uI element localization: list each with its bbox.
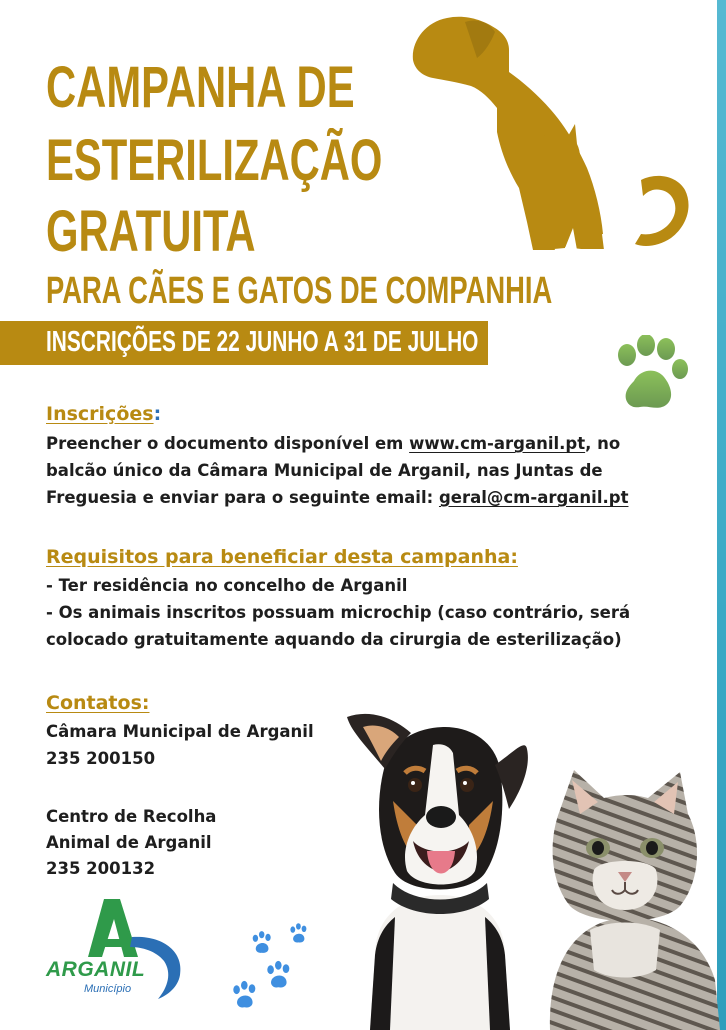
inscricoes-text: Preencher o documento disponível em www.cm-arganil.pt, no balcão único da Câmara Municipal de Arganil, nas Juntas de Freguesia e enviar para o seguinte email: geral@cm-arganil.pt: [46, 434, 629, 507]
small-paws-icon: [228, 922, 328, 1022]
contatos-heading: Contatos:: [46, 692, 150, 714]
requisito-item-2: - Os animais inscritos possuam microchip (caso contrário, será colocado gratuitamente aquando da cirurgia de esterilização): [46, 603, 631, 649]
dates-ribbon: [0, 321, 488, 365]
contact-2-name-line-1: Centro de Recolha: [46, 807, 217, 826]
dates-ribbon-text: INSCRIÇÕES DE 22 JUNHO A 31 DE JULHO: [46, 326, 479, 358]
logo-name: ARGANIL: [46, 958, 146, 981]
cat-photo: [530, 770, 720, 1030]
email-link[interactable]: geral@cm-arganil.pt: [438, 488, 629, 507]
title-line-3: GRATUITA: [46, 199, 256, 264]
dog-cat-silhouette-icon: [405, 12, 690, 262]
dog-photo: [345, 705, 535, 1030]
subtitle: PARA CÃES E GATOS DE COMPANHIA: [46, 270, 553, 312]
contact-1-phone: 235 200150: [46, 749, 156, 768]
logo-subtitle: Município: [84, 983, 132, 995]
requisito-item-1: - Ter residência no concelho de Arganil: [46, 576, 408, 595]
requisitos-heading: Requisitos para beneficiar desta campanha:: [46, 546, 518, 568]
contact-1-name: Câmara Municipal de Arganil: [46, 722, 314, 741]
website-link[interactable]: www.cm-arganil.pt: [409, 434, 586, 453]
contact-2-name-line-2: Animal de Arganil: [46, 833, 212, 852]
inscricoes-heading: Inscrições:: [46, 403, 162, 425]
paw-icon: [612, 335, 692, 415]
title-line-1: CAMPANHA DE: [46, 55, 355, 120]
contact-2-phone: 235 200132: [46, 859, 156, 878]
title-line-2: ESTERILIZAÇÃO: [46, 128, 383, 193]
